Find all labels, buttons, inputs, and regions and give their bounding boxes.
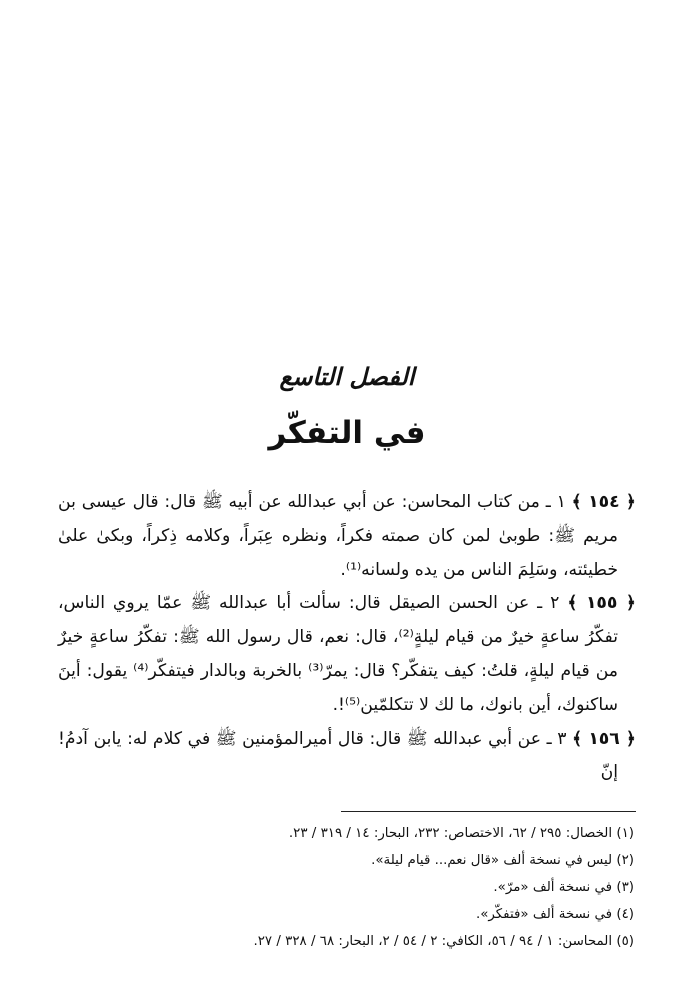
hadith-number: ﴿ ١٥٥ ﴾ bbox=[567, 593, 636, 614]
footnote: (٥) المحاسن: ١ / ٩٤ / ٥٦، الكافي: ٢ / ٥٤ / ٢، البحار: ٦٨ / ٣٢٨ / ٢٧. bbox=[253, 934, 634, 949]
hadith-text: ٣ ـ عن أبي عبدالله ﷺ قال: قال أميرالمؤمنين ﷺ في كلام له: يابن آدمُ! إنّ bbox=[58, 728, 618, 783]
hadith-number: ﴿ ١٥٦ ﴾ bbox=[572, 728, 636, 749]
hadith-paragraph bbox=[58, 723, 636, 791]
footnote: (١) الخصال: ٢٩٥ / ٦٢، الاختصاص: ٢٣٢، البحار: ١٤ / ٣١٩ / ٢٣. bbox=[288, 826, 634, 841]
hadith-text: ٢ ـ عن الحسن الصيقل قال: سألت أبا عبدالله ﷺ عمّا يروي الناس، تفكّرُ ساعةٍ خيرٌ من قيام ليلةٍ⁽²⁾، قال: نعم، قال رسول الله ﷺ: تفكّرُ ساعةٍ خيرٌ من قيام ليلةٍ، قلتُ: كيف يتفكّر؟ قال: يمرّ⁽³⁾ بالخربة وبالدار فيتفكّر⁽⁴⁾ يقول: أينَ ساكنوك، أين بانوك، ما لك لا تتكلمّين⁽⁵⁾!. bbox=[58, 593, 618, 715]
footnote: (٢) ليس في نسخة ألف «قال نعم... قيام ليلة». bbox=[371, 853, 634, 868]
chapter-label: الفصل التاسع bbox=[279, 363, 415, 391]
footnote: (٣) في نسخة ألف «مرّ». bbox=[493, 880, 634, 895]
hadith-paragraph bbox=[58, 587, 636, 722]
main-text bbox=[58, 486, 636, 790]
footnote: (٤) في نسخة ألف «فتفكّر». bbox=[475, 907, 634, 922]
footnote-divider bbox=[341, 811, 636, 812]
footnotes bbox=[58, 820, 636, 955]
chapter-title: في التفكّر bbox=[268, 415, 426, 451]
hadith-paragraph bbox=[58, 486, 636, 587]
hadith-text: ١ ـ من كتاب المحاسن: عن أبي عبدالله عن أبيه ﷺ قال: قال عيسى بن مريم ﷺ: طوبىٰ لمن كان صمته فكراً، ونظره عِبَراً، وكلامه ذِكراً، وبكىٰ علىٰ خطيئته، وسَلِمَ الناس من يده ولسانه⁽¹⁾. bbox=[58, 492, 618, 580]
hadith-number: ﴿ ١٥٤ ﴾ bbox=[571, 492, 636, 512]
